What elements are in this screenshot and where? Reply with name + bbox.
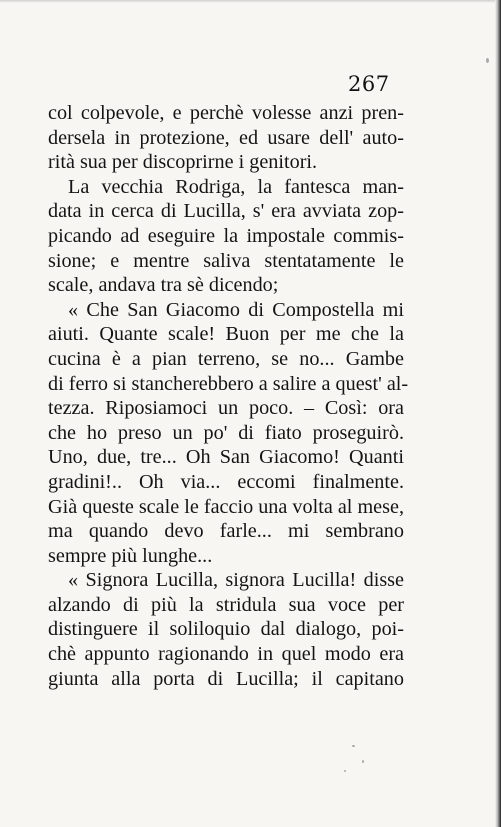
page-number: 267 bbox=[348, 72, 390, 96]
text-line: Già queste scale le faccio una volta al mese, bbox=[48, 495, 404, 518]
scan-speck bbox=[362, 760, 364, 763]
text-line: giunta alla porta di Lucilla; il capitano bbox=[48, 667, 404, 690]
text-line: rità sua per discoprirne i genitori. bbox=[48, 151, 318, 174]
text-line: Uno, due, tre... Oh San Giacomo! Quanti bbox=[48, 446, 404, 469]
text-line: picando ad eseguire la impostale commis- bbox=[48, 224, 404, 247]
text-line: La vecchia Rodriga, la fantesca man- bbox=[68, 175, 404, 198]
scan-speck bbox=[344, 770, 346, 772]
text-line: scale, andava tra sè dicendo; bbox=[48, 274, 279, 297]
text-line: ma quando devo farle... mi sembrano bbox=[48, 520, 404, 543]
text-line: che ho preso un po' di fiato proseguirò. bbox=[48, 421, 404, 444]
text-line: di ferro si stancherebbero a salire a quest' al- bbox=[48, 372, 409, 395]
text-line: chè appunto ragionando in quel modo era bbox=[48, 643, 404, 666]
body-text bbox=[48, 101, 409, 691]
text-line: distinguere il soliloquio dal dialogo, poi- bbox=[48, 618, 404, 641]
text-line: cucina è a pian terreno, se no... Gambe bbox=[48, 347, 404, 370]
text-line: sione; e mentre saliva stentatamente le bbox=[48, 249, 404, 272]
text-line: « Che San Giacomo di Compostella mi bbox=[68, 298, 404, 321]
text-line: dersela in protezione, ed usare dell' auto- bbox=[48, 126, 404, 149]
scan-speck bbox=[486, 58, 489, 63]
text-line: data in cerca di Lucilla, s' era avviata zop- bbox=[48, 200, 404, 223]
text-line: col colpevole, e perchè volesse anzi pren- bbox=[48, 102, 404, 124]
text-line: alzando di più la stridula sua voce per bbox=[48, 593, 404, 616]
text-line: gradini!.. Oh via... eccomi finalmente. bbox=[48, 470, 404, 493]
page-right-edge bbox=[495, 0, 501, 827]
scan-speck bbox=[352, 745, 355, 747]
text-line: sempre più lunghe... bbox=[48, 544, 213, 567]
page-top-edge bbox=[0, 0, 501, 3]
text-line: tezza. Riposiamoci un poco. – Così: ora bbox=[48, 397, 404, 420]
text-line: aiuti. Quante scale! Buon per me che la bbox=[48, 323, 404, 346]
text-line: « Signora Lucilla, signora Lucilla! disse bbox=[68, 569, 404, 592]
